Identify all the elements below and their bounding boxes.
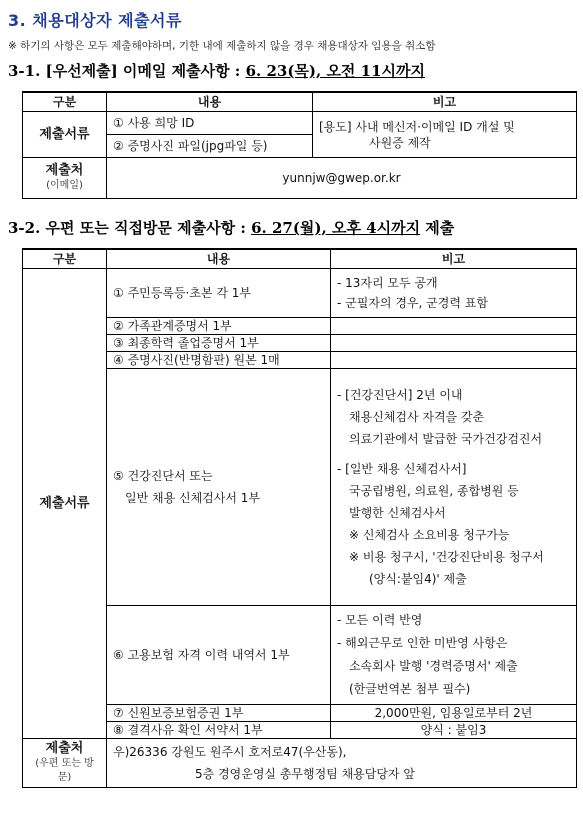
dest-label: 제출처 (우편 또는 방문): [23, 739, 107, 788]
subsection-prefix: 3-2. 우편 또는 직접방문 제출사항 :: [8, 219, 252, 237]
item-disqualification-pledge: ⑧ 결격사유 확인 서약서 1부: [107, 722, 331, 739]
dest-email: yunnjw@gwep.or.kr: [107, 158, 577, 199]
subsection-title-mail: [8, 217, 454, 238]
header-note: 비고: [331, 249, 577, 269]
deadline-mail: 6. 27(월), 오후 4시까지: [251, 219, 421, 237]
item-resident-registration: ① 주민등록등·초본 각 1부: [107, 269, 331, 318]
item-id: ① 사용 희망 ID: [107, 112, 313, 135]
note-disqualification-pledge: 양식 : 붙임3: [331, 722, 577, 739]
header-content: 내용: [107, 92, 313, 112]
note-health-certificate: - [건강진단서] 2년 이내 채용신체검사 자격을 갖춘 의료기관에서 발급한 국가건강검진서 - [일반 채용 신체검사서] 국공립병원, 의료원, 종합병원 등 발행한 신체검사서 ※ 신체검사 소요비용 청구가능 ※ 비용 청구시, '건강진단비용 청구서 (양식:붙임4)' 제출: [331, 369, 577, 606]
subsection-prefix: 3-1. [우선제출] 이메일 제출사항 :: [8, 62, 246, 80]
deadline-email: 6. 23(목), 오전 11시까지: [245, 62, 425, 80]
notice-text: ※ 하기의 사항은 모두 제출해야하며, 기한 내에 제출하지 않을 경우 채용대상자 임용을 취소함: [8, 40, 436, 52]
email-submission-table: [22, 91, 577, 199]
docs-label: 제출서류: [23, 112, 107, 158]
item-graduation: ③ 최종학력 졸업증명서 1부: [107, 335, 331, 352]
header-category: 구분: [23, 249, 107, 269]
subsection-title-email: [8, 60, 425, 81]
item-photo-file: ② 증명사진 파일(jpg파일 등): [107, 135, 313, 158]
dest-label: 제출처 (이메일): [23, 158, 107, 199]
item-guarantee-insurance: ⑦ 신원보증보험증권 1부: [107, 705, 331, 722]
header-content: 내용: [107, 249, 331, 269]
dest-address: 우)26336 강원도 원주시 호저로47(우산동), 5층 경영운영실 총무행정팀 채용담당자 앞: [107, 739, 577, 788]
mail-submission-table: [22, 248, 577, 788]
item-family-relation: ② 가족관계증명서 1부: [107, 318, 331, 335]
subsection-suffix: 제출: [420, 219, 455, 237]
note-purpose: [용도] 사내 메신저·이메일 ID 개설 및 사원증 제작: [313, 112, 577, 158]
note-employment-insurance: - 모든 이력 반영 - 해외근무로 인한 미반영 사항은 소속회사 발행 '경력증명서' 제출 (한글번역본 첨부 필수): [331, 606, 577, 705]
item-health-certificate: ⑤ 건강진단서 또는 일반 채용 신체검사서 1부: [107, 369, 331, 606]
note-guarantee-insurance: 2,000만원, 임용일로부터 2년: [331, 705, 577, 722]
item-photo-original: ④ 증명사진(반명함판) 원본 1매: [107, 352, 331, 369]
note-resident-registration: - 13자리 모두 공개 - 군필자의 경우, 군경력 표함: [331, 269, 577, 318]
docs-label: 제출서류: [23, 269, 107, 739]
item-employment-insurance: ⑥ 고용보험 자격 이력 내역서 1부: [107, 606, 331, 705]
section-title: 3. 채용대상자 제출서류: [8, 11, 182, 30]
header-category: 구분: [23, 92, 107, 112]
header-note: 비고: [313, 92, 577, 112]
